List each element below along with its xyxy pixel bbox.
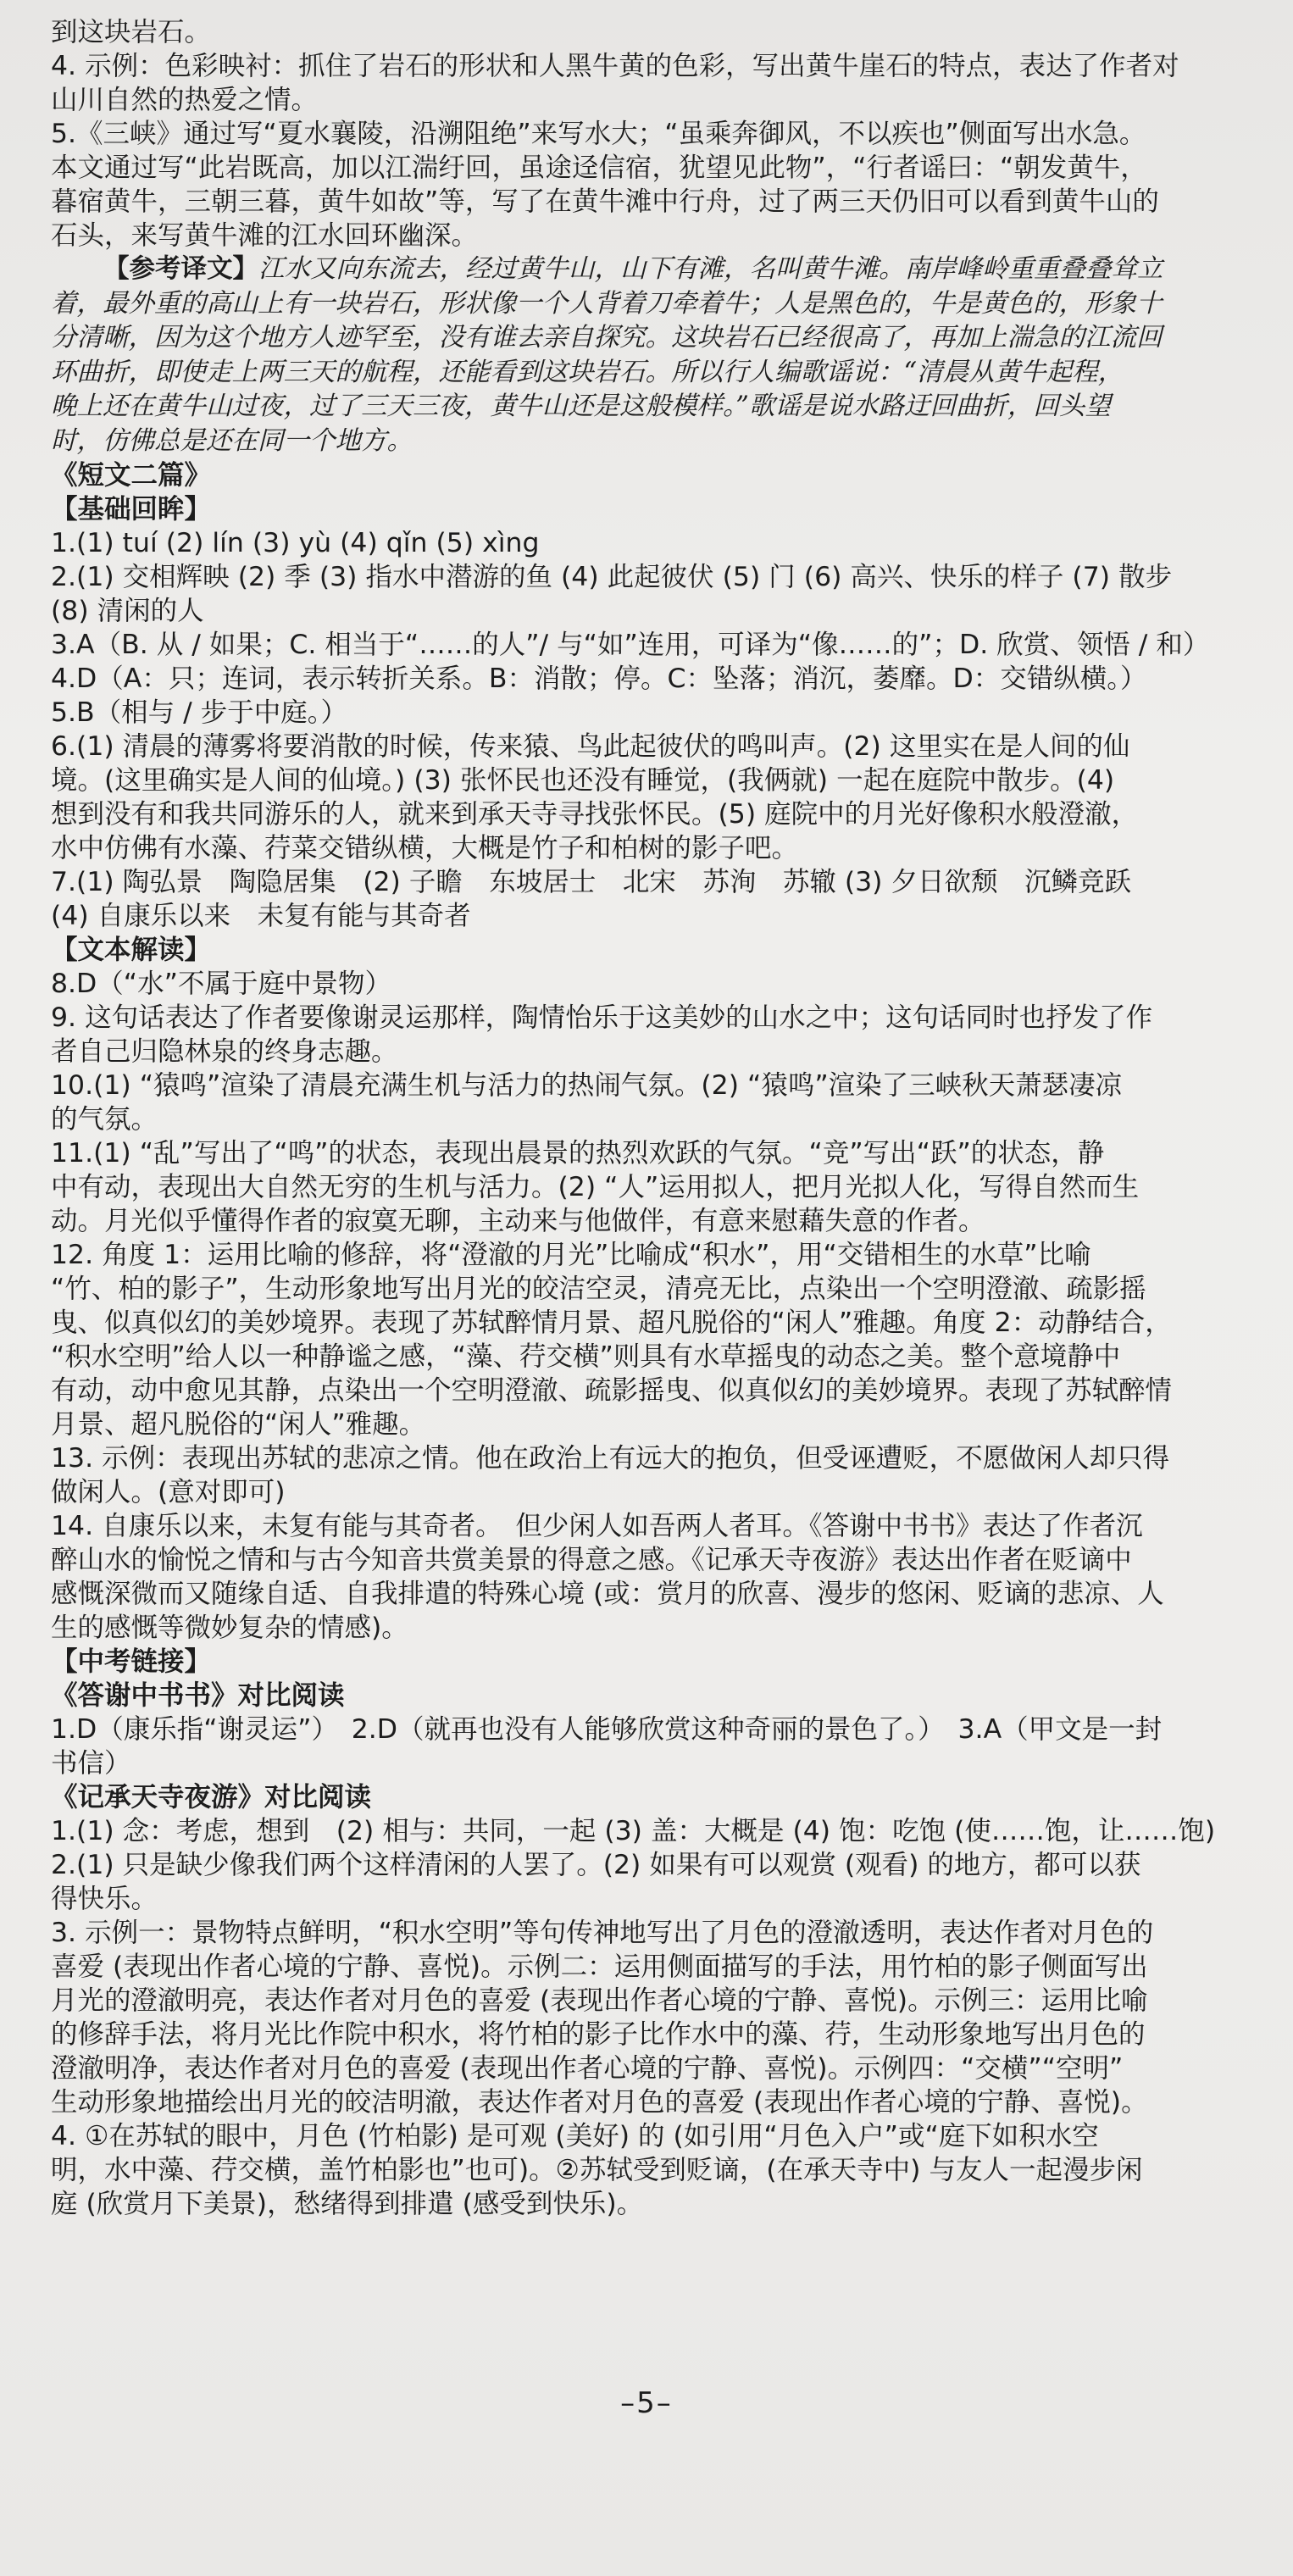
text-line: 暮宿黄牛，三朝三暮，黄牛如故”等，写了在黄牛滩中行舟，过了两三天仍旧可以看到黄牛山的 [51,186,1159,217]
text-line: 10.(1) “猿鸣”渲染了清晨充满生机与活力的热闹气氛。(2) “猿鸣”渲染了三峡秋天萧瑟凄凉 [51,1070,1123,1101]
translation-line: 晚上还在黄牛山过夜，过了三天三夜，黄牛山还是这般模样。”歌谣是说水路迂回曲折，回头望 [51,391,1111,421]
section-heading-compare-1: 《答谢中书书》对比阅读 [51,1680,345,1711]
text-line: 2.(1) 只是缺少像我们两个这样清闲的人罢了。(2) 如果有可以观赏 (观看) 的地方，都可以获 [51,1850,1141,1880]
text-line: 澄澈明净，表达作者对月色的喜爱 (表现出作者心境的宁静、喜悦)。示例四：“交横”“空明” [51,2053,1124,2084]
compare-1-answers [51,1713,1251,1780]
text-line: 9. 这句话表达了作者要像谢灵运那样，陶情怡乐于这美妙的山水之中；这句话同时也抒发了作 [51,1002,1153,1033]
basic-answers [51,526,1251,933]
compare-2-answers [51,1814,1251,2221]
text-reading-answers [51,967,1251,1645]
text-line: 2.(1) 交相辉映 (2) 季 (3) 指水中潜游的鱼 (4) 此起彼伏 (5) 门 (6) 高兴、快乐的样子 (7) 散步 [51,562,1173,592]
text-line: 月光的澄澈明亮，表达作者对月色的喜爱 (表现出作者心境的宁静、喜悦)。示例三：运用比喻 [51,1985,1148,2016]
text-line: “积水空明”给人以一种静谧之感，“藻、荇交横”则具有水草摇曳的动态之美。整个意境静中 [51,1341,1121,1372]
section-heading-compare-2: 《记承天寺夜游》对比阅读 [51,1782,372,1813]
text-line: 5.《三峡》通过写“夏水襄陵，沿溯阻绝”来写水大；“虽乘奔御风，不以疾也”侧面写出水急。 [51,119,1146,149]
text-line: 14. 自康乐以来，未复有能与其奇者。 但少闲人如吾两人者耳。《答谢中书书》表达了作者沉 [51,1511,1143,1541]
text-line: 4. 示例：色彩映衬：抓住了岩石的形状和人黑牛黄的色彩，写出黄牛崖石的特点，表达了作者对 [51,51,1179,81]
text-line: 有动，动中愈见其静，点染出一个空明澄澈、疏影摇曳、似真似幻的美妙境界。表现了苏轼醉情 [51,1375,1173,1406]
text-line: 3. 示例一：景物特点鲜明，“积水空明”等句传神地写出了月色的澄澈透明，表达作者对月色的 [51,1918,1154,1948]
text-line: 生动形象地描绘出月光的皎洁明澈，表达作者对月色的喜爱 (表现出作者心境的宁静、喜悦)。 [51,2087,1148,2118]
translation-line: 环曲折，即使走上两三天的航程，还能看到这块岩石。所以行人编歌谣说：“清晨从黄牛起程， [51,357,1124,387]
text-line: 书信） [51,1748,131,1779]
translation-block [51,253,1251,458]
text-line: 感慨深微而又随缘自适、自我排遣的特殊心境 (或：赏月的欣喜、漫步的悠闲、贬谪的悲凉、人 [51,1579,1164,1609]
text-line: 动。月光似乎懂得作者的寂寞无聊，主动来与他做伴，有意来慰藉失意的作者。 [51,1206,985,1236]
text-line: 8.D（“水”不属于庭中景物） [51,969,391,999]
text-line: “竹、柏的影子”，生动形象地写出月光的皎洁空灵，清亮无比，点染出一个空明澄澈、疏影摇 [51,1274,1146,1304]
text-line: 石头，来写黄牛滩的江水回环幽深。 [51,220,479,251]
text-line: 13. 示例：表现出苏轼的悲凉之情。他在政治上有远大的抱负，但受诬遭贬，不愿做闲人却只得 [51,1443,1170,1474]
text-line: 月景、超凡脱俗的“闲人”雅趣。 [51,1409,426,1440]
text-line: 1.(1) tuí (2) lín (3) yù (4) qǐn (5) xìng [51,528,540,558]
text-line: 12. 角度 1：运用比喻的修辞，将“澄澈的月光”比喻成“积水”，用“交错相生的水草”比喻 [51,1240,1091,1270]
text-line: 3.A（B. 从 / 如果；C. 相当于“……的人”/ 与“如”连用，可译为“像……的”；D. 欣赏、领悟 / 和） [51,630,1210,660]
intro-block [51,15,1251,253]
text-line: 水中仿佛有水藻、荇菜交错纵横，大概是竹子和柏树的影子吧。 [51,833,799,863]
translation-tag: 【参考译文】 [103,254,258,284]
text-line: (8) 清闲的人 [51,596,204,626]
translation-line: 时，仿佛总是还在同一个地方。 [51,425,413,456]
section-heading-exam-link: 【中考链接】 [51,1646,212,1677]
text-line: 生的感慨等微妙复杂的情感)。 [51,1613,408,1643]
translation-first-line [51,253,1251,287]
text-line: 者自己归隐林泉的终身志趣。 [51,1036,398,1067]
text-line: 到这块岩石。 [51,17,212,47]
text-line: 1.(1) 念：考虑，想到 (2) 相与：共同，一起 (3) 盖：大概是 (4) 饱：吃饱 (使……饱，让……饱) [51,1816,1216,1846]
text-line: 做闲人。(意对即可) [51,1477,286,1507]
text-line: 的气氛。 [51,1104,158,1135]
text-line: 6.(1) 清晨的薄雾将要消散的时候，传来猿、鸟此起彼伏的鸣叫声。(2) 这里实在是人间的仙 [51,731,1130,762]
translation-text: 江水又向东流去，经过黄牛山，山下有滩，名叫黄牛滩。南岸峰岭重重叠叠耸立 [258,254,1163,284]
text-line: 中有动，表现出大自然无穷的生机与活力。(2) “人”运用拟人，把月光拟人化，写得自然而生 [51,1172,1140,1202]
section-heading-short-texts: 《短文二篇》 [51,460,212,491]
text-line: 庭 (欣赏月下美景)，愁绪得到排遣 (感受到快乐)。 [51,2189,644,2219]
text-line: 曳、似真似幻的美妙境界。表现了苏轼醉情月景、超凡脱俗的“闲人”雅趣。角度 2：动静结合， [51,1307,1172,1338]
text-line: 5.B（相与 / 步于中庭。） [51,697,348,728]
section-heading-basic: 【基础回眸】 [51,494,212,525]
text-line: 4.D（A：只；连词，表示转折关系。B：消散；停。C：坠落；消沉，萎靡。D：交错纵横。） [51,663,1147,694]
page-number: –5– [620,2386,673,2420]
translation-line: 分清晰，因为这个地方人迹罕至，没有谁去亲自探究。这块岩石已经很高了，再加上湍急的江流回 [51,323,1163,353]
section-heading-text-reading: 【文本解读】 [51,935,212,965]
text-line: 1.D（康乐指“谢灵运”） 2.D（就再也没有人能够欣赏这种奇丽的景色了。） 3.A（甲文是一封 [51,1714,1163,1745]
text-line: 7.(1) 陶弘景 陶隐居集 (2) 子瞻 东坡居士 北宋 苏洵 苏辙 (3) 夕日欲颓 沉鳞竞跃 [51,867,1131,897]
text-line: 明，水中藻、荇交横，盖竹柏影也”也可)。②苏轼受到贬谪，(在承天寺中) 与友人一起漫步闲 [51,2155,1143,2185]
text-line: 4. ①在苏轼的眼中，月色 (竹柏影) 是可观 (美好) 的 (如引用“月色入户”或“庭下如积水空 [51,2121,1099,2151]
text-line: 的修辞手法，将月光比作院中积水，将竹柏的影子比作水中的藻、荇，生动形象地写出月色的 [51,2019,1146,2050]
text-line: 本文通过写“此岩既高，加以江湍纡回，虽途迳信宿，犹望见此物”，“行者谣曰：“朝发黄牛， [51,153,1147,183]
text-line: 醉山水的愉悦之情和与古今知音共赏美景的得意之感。《记承天寺夜游》表达出作者在贬谪中 [51,1545,1132,1575]
text-line: 喜爱 (表现出作者心境的宁静、喜悦)。示例二：运用侧面描写的手法，用竹柏的影子侧面写出 [51,1951,1148,1982]
text-line: 山川自然的热爱之情。 [51,85,319,115]
text-line: 11.(1) “乱”写出了“鸣”的状态，表现出晨景的热烈欢跃的气氛。“竞”写出“跃”的状态，静 [51,1138,1105,1169]
text-line: (4) 自康乐以来 未复有能与其奇者 [51,901,471,931]
text-line: 境。(这里确实是人间的仙境。) (3) 张怀民也还没有睡觉，(我俩就) 一起在庭院中散步。(4) [51,765,1115,796]
translation-line: 着，最外重的高山上有一块岩石，形状像一个人背着刀牵着牛；人是黑色的，牛是黄色的，形象十 [51,288,1163,319]
text-line: 想到没有和我共同游乐的人，就来到承天寺寻找张怀民。(5) 庭院中的月光好像积水般澄澈， [51,799,1139,830]
text-line: 得快乐。 [51,1884,158,1914]
